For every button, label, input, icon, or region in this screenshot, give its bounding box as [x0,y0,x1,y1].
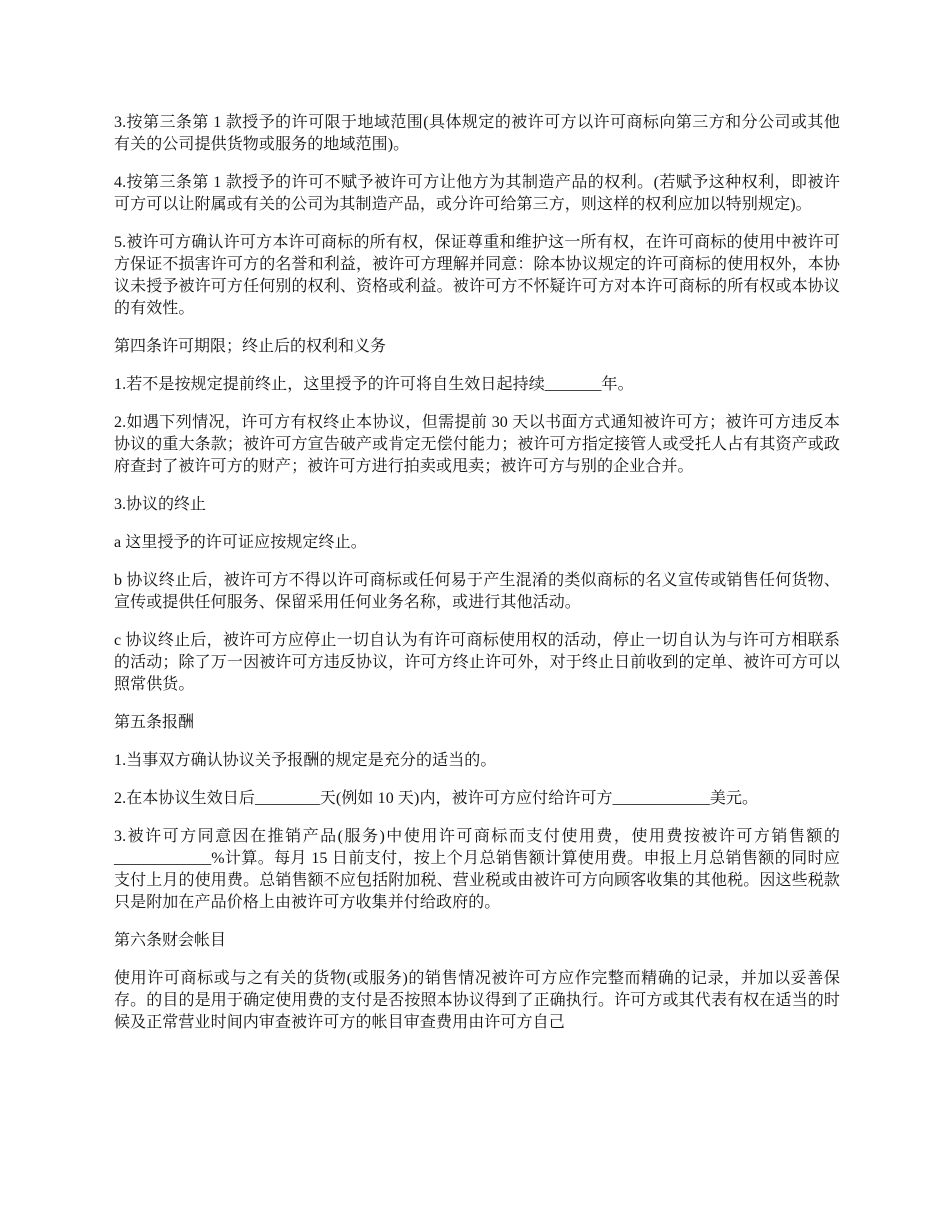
article-6-body: 使用许可商标或与之有关的货物(或服务)的销售情况被许可方应作完整而精确的记录，并加以妥善保存。的目的是用于确定使用费的支付是否按照本协议得到了正确执行。许可方或其代表有权在适当的时候及正常营业时间内审查被许可方的帐目审查费用由许可方自己 [114,970,840,1031]
article-5-item-3: 3.被许可方同意因在推销产品(服务)中使用许可商标而支付使用费，使用费按被许可方销售额的____________%计算。每月 15 日前支付，按上个月总销售额计算使用费。申报上月总销售额的同时应支付上月的使用费。总销售额不应包括附加税、营业税或由被许可方向顾客收集的其他税。因这些税款只是附加在产品价格上由被许可方收集并付给政府的。 [114,828,840,911]
termination-item-a: a 这里授予的许可证应按规定终止。 [114,534,367,551]
article-5-item-1: 1.当事双方确认协议关予报酬的规定是充分的适当的。 [114,752,497,769]
document-page [114,112,840,1050]
clause-4-manufacturing: 4.按第三条第 1 款授予的许可不赋予被许可方让他方为其制造产品的权利。(若赋予这种权利，即被许可方可以让附属或有关的公司为其制造产品，或分许可给第三方，则这样的权利应加以特别规定)。 [114,174,840,213]
clause-5-ownership: 5.被许可方确认许可方本许可商标的所有权，保证尊重和维护这一所有权，在许可商标的使用中被许可方保证不损害许可方的名誉和利益，被许可方理解并同意：除本协议规定的许可商标的使用权外，本协议未授予被许可方任何别的权利、资格或利益。被许可方不怀疑许可方对本许可商标的所有权或本协议的有效性。 [114,234,840,317]
clause-3-territory: 3.按第三条第 1 款授予的许可限于地域范围(具体规定的被许可方以许可商标向第三方和分公司或其他有关的公司提供货物或服务的地域范围)。 [114,114,840,153]
article-5-heading: 第五条报酬 [114,714,195,731]
termination-item-b: b 协议终止后，被许可方不得以许可商标或任何易于产生混淆的类似商标的名义宣传或销售任何货物、宣传或提供任何服务、保留采用任何业务名称，或进行其他活动。 [114,572,840,611]
article-5-item-2: 2.在本协议生效日后________天(例如 10 天)内，被许可方应付给许可方____________美元。 [114,790,759,807]
article-4-item-2: 2.如遇下列情况，许可方有权终止本协议，但需提前 30 天以书面方式通知被许可方；被许可方违反本协议的重大条款；被许可方宣告破产或肯定无偿付能力；被许可方指定接管人或受托人占有其资产或政府查封了被许可方的财产；被许可方进行拍卖或甩卖；被许可方与别的企业合并。 [114,414,840,475]
article-4-item-3-heading: 3.协议的终止 [114,496,207,513]
article-4-item-1: 1.若不是按规定提前终止，这里授予的许可将自生效日起持续_______年。 [114,376,634,393]
article-6-heading: 第六条财会帐目 [114,932,227,949]
termination-item-c: c 协议终止后，被许可方应停止一切自认为有许可商标使用权的活动，停止一切自认为与许可方相联系的活动；除了万一因被许可方违反协议，许可方终止许可外，对于终止日前收到的定单、被许可方可以照常供货。 [114,632,840,693]
article-4-heading: 第四条许可期限；终止后的权利和义务 [114,338,387,355]
